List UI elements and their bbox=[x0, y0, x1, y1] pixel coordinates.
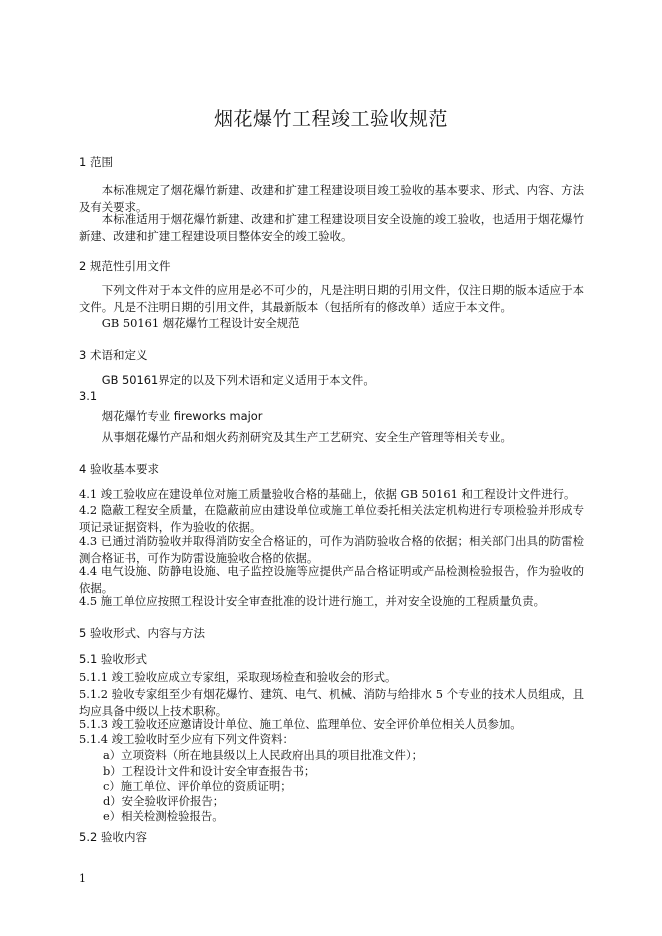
clause-4-4: 4.4 电气设施、防静电设施、电子监控设施等应提供产品合格证明或产品检测检验报告，作为验收的依据。 bbox=[79, 564, 584, 595]
section-5-heading: 5 验收形式、内容与方法 bbox=[79, 626, 205, 640]
list-item-e: e）相关检测检验报告。 bbox=[103, 809, 224, 823]
document-title: 烟花爆竹工程竣工验收规范 bbox=[213, 108, 448, 130]
section-3-heading: 3 术语和定义 bbox=[79, 348, 148, 362]
clause-5-1-1: 5.1.1 竣工验收应成立专家组，采取现场检查和验收会的形式。 bbox=[79, 670, 397, 684]
term-definition: 从事烟花爆竹产品和烟火药剂研究及其生产工艺研究、安全生产管理等相关专业。 bbox=[101, 430, 512, 444]
subsection-5-2-heading: 5.2 验收内容 bbox=[79, 830, 147, 844]
clause-4-2: 4.2 隐蔽工程安全质量，在隐蔽前应由建设单位或施工单位委托相关法定机构进行专项检验并形成专项记录证据资料，作为验收的依据。 bbox=[79, 503, 584, 534]
page-number: 1 bbox=[79, 872, 86, 885]
clause-5-1-4: 5.1.4 竣工验收时至少应有下列文件资料： bbox=[79, 732, 294, 746]
list-item-d: d）安全验收评价报告； bbox=[103, 794, 225, 808]
clause-5-1-3: 5.1.3 竣工验收还应邀请设计单位、施工单位、监理单位、安全评价单位相关人员参加。 bbox=[79, 717, 522, 731]
section-3-paragraph-1: GB 50161界定的以及下列术语和定义适用于本文件。 bbox=[101, 373, 375, 387]
section-4-heading: 4 验收基本要求 bbox=[79, 462, 159, 476]
clause-4-3: 4.3 已通过消防验收并取得消防安全合格证的，可作为消防验收合格的依据；相关部门出具的防雷检测合格证书，可作为防雷设施验收合格的依据。 bbox=[79, 534, 584, 565]
list-item-a: a）立项资料（所在地县级以上人民政府出具的项目批准文件）； bbox=[103, 748, 424, 762]
section-2-paragraph-1: 下列文件对于本文件的应用是必不可少的，凡是注明日期的引用文件，仅注日期的版本适应于本文件。凡是不注明日期的引用文件，其最新版本（包括所有的修改单）适应于本文件。 bbox=[79, 283, 584, 314]
section-1-paragraph-1: 本标准规定了烟花爆竹新建、改建和扩建工程建设项目竣工验收的基本要求、形式、内容、方法及有关要求。 bbox=[79, 183, 584, 214]
section-1-heading: 1 范围 bbox=[79, 155, 113, 169]
subsection-5-1-heading: 5.1 验收形式 bbox=[79, 652, 147, 666]
list-item-b: b）工程设计文件和设计安全审查报告书； bbox=[103, 764, 316, 778]
section-3-1-number: 3.1 bbox=[79, 389, 98, 403]
clause-5-1-2: 5.1.2 验收专家组至少有烟花爆竹、建筑、电气、机械、消防与给排水 5 个专业的技术人员组成，且均应具备中级以上技术职称。 bbox=[79, 687, 584, 718]
section-2-reference: GB 50161 烟花爆竹工程设计安全规范 bbox=[101, 316, 300, 330]
clause-4-1: 4.1 竣工验收应在建设单位对施工质量验收合格的基础上，依据 GB 50161 和工程设计文件进行。 bbox=[79, 487, 576, 501]
clause-4-5: 4.5 施工单位应按照工程设计安全审查批准的设计进行施工，并对安全设施的工程质量负责。 bbox=[79, 594, 545, 608]
section-2-heading: 2 规范性引用文件 bbox=[79, 259, 171, 273]
list-item-c: c）施工单位、评价单位的资质证明； bbox=[103, 779, 292, 793]
term-fireworks-major: 烟花爆竹专业 fireworks major bbox=[101, 409, 263, 423]
section-1-paragraph-2: 本标准适用于烟花爆竹新建、改建和扩建工程建设项目安全设施的竣工验收，也适用于烟花爆竹新建、改建和扩建工程建设项目整体安全的竣工验收。 bbox=[79, 212, 584, 243]
